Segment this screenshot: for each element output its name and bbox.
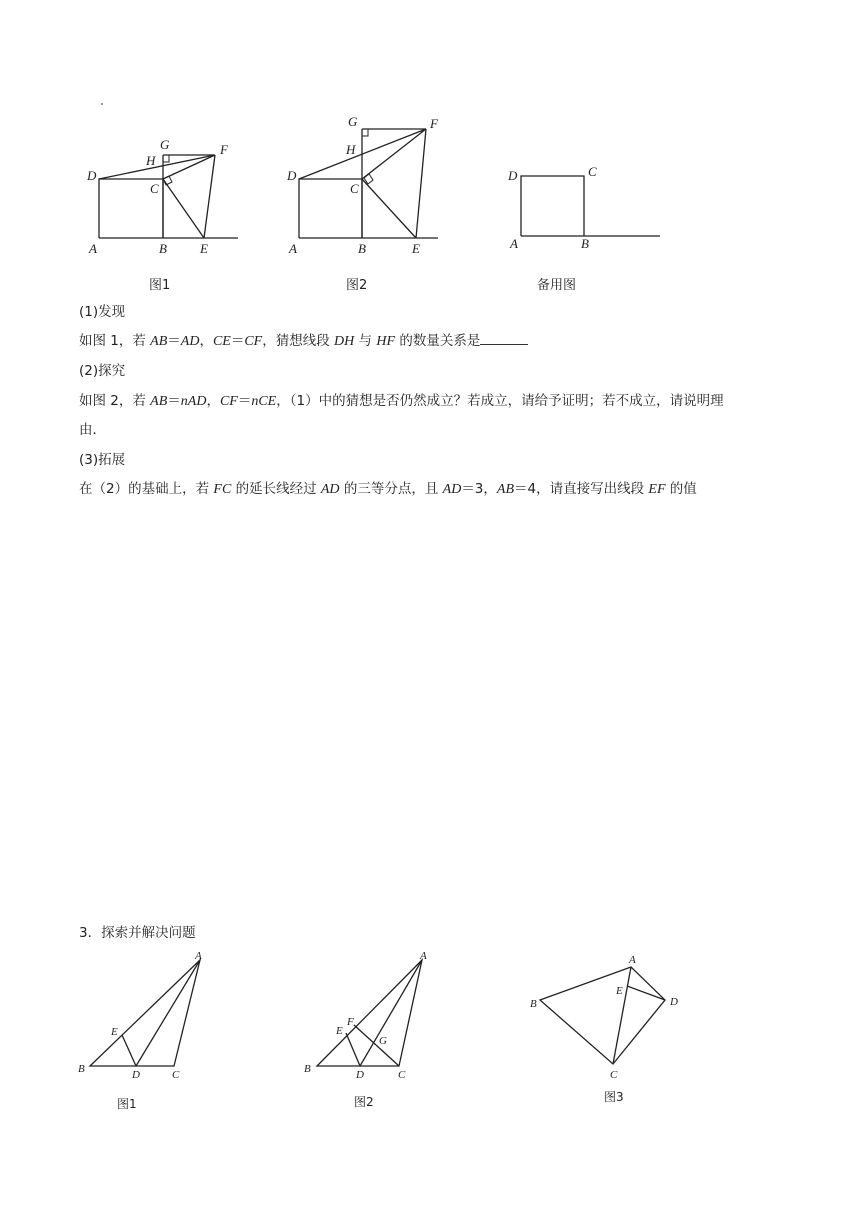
label-b: B [304,1063,311,1075]
part2-text-cont: 由． [79,422,106,438]
part2-title: (2)探究 [79,363,126,379]
right-angle-g [362,129,368,136]
label-e: E [336,1025,343,1037]
part3-text: 在（2）的基础上，若 FC 的延长线经过 AD 的三等分点，且 AD＝3，AB＝4，请直接写出线段 EF 的值 [79,481,697,497]
part1-title: (1)发现 [79,304,126,320]
label-b: B [358,241,366,256]
label-e: E [616,985,623,997]
top-figure-1-caption: 图1 [149,278,171,293]
line-ce [163,179,204,238]
label-d: D [132,1069,140,1081]
label-e: E [200,241,208,256]
label-b: B [530,998,537,1010]
label-f: F [220,142,228,157]
label-e: E [412,241,420,256]
spare-figure-caption: 备用图 [537,278,577,293]
label-f: F [347,1016,354,1028]
label-a: A [289,241,297,256]
q3-figure-1 [70,945,220,1080]
line-ed [346,1033,360,1066]
label-b: B [78,1063,85,1075]
q3-title: 3．探索并解决问题 [79,925,196,941]
label-c: C [350,181,359,196]
line-ce [362,179,416,238]
q3-figure-2 [300,945,450,1080]
label-c: C [150,181,159,196]
top-figure-1 [80,130,250,260]
line-ef [416,129,426,238]
label-e: E [111,1026,118,1038]
part1-text: 如图 1，若 AB＝AD，CE＝CF，猜想线段 DH 与 HF 的数量关系是 [79,332,528,351]
answer-blank[interactable] [480,332,528,345]
label-a: A [89,241,97,256]
top-figure-2-caption: 图2 [346,278,368,293]
line-ef [204,155,215,238]
line-ed [122,1035,136,1066]
label-g: G [160,137,170,152]
label-g: G [379,1035,387,1047]
label-b: B [581,236,589,251]
label-c: C [172,1069,180,1081]
spare-figure [500,160,670,260]
label-g: G [348,114,358,129]
label-d: D [508,168,518,183]
label-c: C [610,1069,618,1081]
label-d: D [670,996,678,1008]
stray-dot [101,103,103,105]
label-c: C [588,164,597,179]
label-c: C [398,1069,406,1081]
line-gc [376,1045,399,1066]
line-cf [362,129,426,179]
label-d: D [87,168,97,183]
label-d: D [356,1069,364,1081]
q3-figure-1-caption: 图1 [117,1097,137,1111]
quadrilateral-abcd [540,967,665,1064]
label-a: A [195,950,202,962]
q3-figure-3-caption: 图3 [604,1090,624,1104]
q3-figure-2-caption: 图2 [354,1095,374,1109]
part3-title: (3)拓展 [79,452,126,468]
line-ac [613,967,631,1064]
label-d: D [287,168,297,183]
label-f: F [430,116,438,131]
line-cf [163,155,215,179]
line-ed [627,986,665,1000]
label-b: B [159,241,167,256]
label-h: H [346,142,356,157]
square-abcd [521,176,584,236]
top-figure-2 [280,110,450,260]
label-a: A [629,954,636,966]
label-a: A [420,950,427,962]
label-a: A [510,236,518,251]
right-angle-g [163,155,169,162]
line-df [99,155,215,179]
line-fg [354,1025,376,1045]
part2-text: 如图 2，若 AB＝nAD，CF＝nCE，（1）中的猜想是否仍然成立？若成立，请给予证明；若不成立，请说明理 [79,393,724,409]
q3-figure-3 [520,945,690,1081]
label-h: H [146,153,156,168]
